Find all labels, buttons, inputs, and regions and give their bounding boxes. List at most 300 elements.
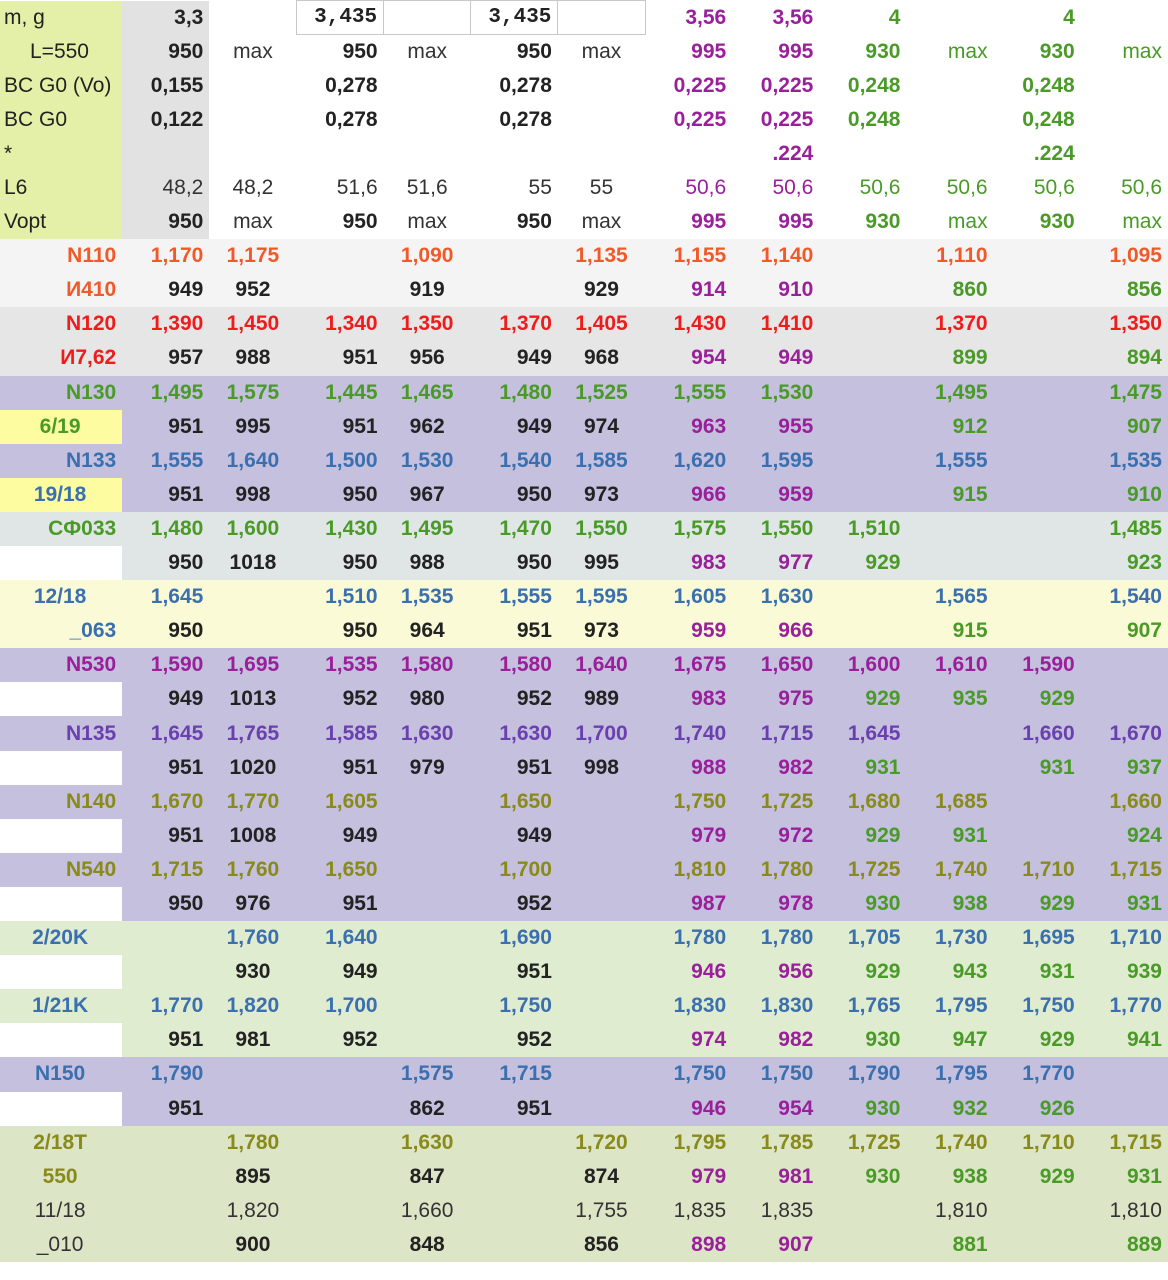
cell[interactable]: 949	[296, 819, 383, 853]
cell[interactable]: 966	[732, 614, 819, 648]
cell[interactable]: 1,140	[732, 239, 819, 273]
cell[interactable]: 1,405	[558, 307, 645, 341]
cell[interactable]: 907	[732, 1228, 819, 1262]
cell[interactable]: .224	[994, 137, 1081, 171]
cell[interactable]: 1,715	[122, 853, 209, 887]
cell[interactable]: 1,790	[122, 1057, 209, 1091]
cell[interactable]: 1,550	[558, 512, 645, 546]
cell[interactable]	[558, 1057, 645, 1091]
cell[interactable]: 974	[558, 410, 645, 444]
cell[interactable]: 0,225	[732, 69, 819, 103]
cell[interactable]: 1,750	[994, 989, 1081, 1023]
cell[interactable]: 950	[122, 614, 209, 648]
cell[interactable]: 0,278	[296, 69, 383, 103]
cell[interactable]: 951	[122, 1092, 209, 1126]
cell[interactable]: 6/19	[0, 410, 122, 444]
cell[interactable]	[994, 1228, 1081, 1262]
cell[interactable]: 979	[645, 819, 732, 853]
cell[interactable]: 895	[209, 1160, 296, 1194]
cell[interactable]	[471, 1228, 558, 1262]
cell[interactable]	[0, 955, 122, 989]
cell[interactable]	[558, 955, 645, 989]
cell[interactable]: 1,810	[1081, 1194, 1168, 1228]
cell[interactable]: 995	[645, 35, 732, 69]
cell[interactable]: 1,575	[384, 1057, 471, 1091]
cell[interactable]: 951	[122, 819, 209, 853]
cell[interactable]	[122, 955, 209, 989]
cell[interactable]	[994, 580, 1081, 614]
cell[interactable]	[558, 819, 645, 853]
cell[interactable]: 19/18	[0, 478, 122, 512]
cell[interactable]: 982	[732, 1023, 819, 1057]
cell[interactable]: 1,750	[471, 989, 558, 1023]
cell[interactable]: 1,470	[471, 512, 558, 546]
cell[interactable]: 1,135	[558, 239, 645, 273]
cell[interactable]: 1,715	[1081, 853, 1168, 887]
cell[interactable]: 1,785	[732, 1126, 819, 1160]
cell[interactable]: 1,765	[209, 716, 296, 750]
cell[interactable]: 988	[384, 546, 471, 580]
cell[interactable]: 995	[558, 546, 645, 580]
cell[interactable]	[122, 1160, 209, 1194]
cell[interactable]	[1081, 137, 1168, 171]
cell[interactable]	[558, 1, 645, 35]
cell[interactable]	[558, 137, 645, 171]
cell[interactable]	[558, 853, 645, 887]
cell[interactable]	[471, 273, 558, 307]
cell[interactable]: 941	[1081, 1023, 1168, 1057]
cell[interactable]: 1,350	[384, 307, 471, 341]
cell[interactable]: 988	[209, 341, 296, 375]
cell[interactable]: 930	[819, 205, 906, 239]
cell[interactable]: 1,495	[384, 512, 471, 546]
cell[interactable]	[994, 341, 1081, 375]
cell[interactable]: 1,780	[645, 921, 732, 955]
cell[interactable]: 1,780	[732, 921, 819, 955]
cell[interactable]: 929	[819, 682, 906, 716]
cell[interactable]: 1,685	[906, 785, 993, 819]
cell[interactable]: 959	[732, 478, 819, 512]
cell[interactable]: 50,6	[819, 171, 906, 205]
cell[interactable]	[558, 887, 645, 921]
cell[interactable]: 988	[645, 751, 732, 785]
cell[interactable]: 946	[645, 1092, 732, 1126]
cell[interactable]: И7,62	[0, 341, 122, 375]
cell[interactable]: 1,695	[994, 921, 1081, 955]
cell[interactable]: 1,370	[906, 307, 993, 341]
cell[interactable]: 943	[906, 955, 993, 989]
cell[interactable]: 951	[122, 1023, 209, 1057]
cell[interactable]: 0,248	[819, 69, 906, 103]
cell[interactable]	[122, 1194, 209, 1228]
cell[interactable]: 0,248	[994, 103, 1081, 137]
cell[interactable]: 983	[645, 682, 732, 716]
cell[interactable]: 956	[732, 955, 819, 989]
cell[interactable]: 951	[296, 410, 383, 444]
cell[interactable]: 1,750	[732, 1057, 819, 1091]
cell[interactable]	[384, 1023, 471, 1057]
cell[interactable]	[819, 580, 906, 614]
cell[interactable]: 998	[558, 751, 645, 785]
cell[interactable]: 966	[645, 478, 732, 512]
cell[interactable]	[906, 512, 993, 546]
cell[interactable]	[471, 137, 558, 171]
cell[interactable]: 1,700	[296, 989, 383, 1023]
cell[interactable]: 929	[558, 273, 645, 307]
cell[interactable]: 1,770	[209, 785, 296, 819]
cell[interactable]: 975	[732, 682, 819, 716]
cell[interactable]	[994, 614, 1081, 648]
cell[interactable]: 0,248	[994, 69, 1081, 103]
cell[interactable]: 0,225	[645, 69, 732, 103]
cell[interactable]: 550	[0, 1160, 122, 1194]
cell[interactable]: 949	[122, 682, 209, 716]
cell[interactable]	[209, 69, 296, 103]
cell[interactable]	[819, 1194, 906, 1228]
cell[interactable]: 1,535	[384, 580, 471, 614]
cell[interactable]: 951	[296, 887, 383, 921]
cell[interactable]: 1,705	[819, 921, 906, 955]
cell[interactable]: 949	[471, 819, 558, 853]
cell[interactable]: 1,740	[906, 1126, 993, 1160]
cell[interactable]: 48,2	[122, 171, 209, 205]
cell[interactable]	[645, 137, 732, 171]
cell[interactable]: 11/18	[0, 1194, 122, 1228]
cell[interactable]	[384, 103, 471, 137]
cell[interactable]: 1,710	[994, 1126, 1081, 1160]
cell[interactable]: 950	[296, 478, 383, 512]
cell[interactable]: 0,225	[645, 103, 732, 137]
cell[interactable]: 951	[471, 614, 558, 648]
cell[interactable]	[384, 853, 471, 887]
cell[interactable]: 926	[994, 1092, 1081, 1126]
cell[interactable]: 950	[471, 205, 558, 239]
cell[interactable]	[1081, 1057, 1168, 1091]
cell[interactable]: 900	[209, 1228, 296, 1262]
cell[interactable]	[994, 512, 1081, 546]
cell[interactable]: 979	[645, 1160, 732, 1194]
cell[interactable]	[122, 1228, 209, 1262]
cell[interactable]: 0,278	[296, 103, 383, 137]
cell[interactable]: 1,340	[296, 307, 383, 341]
cell[interactable]	[1081, 1092, 1168, 1126]
cell[interactable]: 951	[122, 751, 209, 785]
cell[interactable]: 1,780	[732, 853, 819, 887]
cell[interactable]: 931	[1081, 887, 1168, 921]
cell[interactable]: 1,450	[209, 307, 296, 341]
cell[interactable]: 1,480	[471, 376, 558, 410]
cell[interactable]: BC G0	[0, 103, 122, 137]
cell[interactable]: BC G0 (Vo)	[0, 69, 122, 103]
cell[interactable]: 862	[384, 1092, 471, 1126]
cell[interactable]: 998	[209, 478, 296, 512]
cell[interactable]	[0, 887, 122, 921]
cell[interactable]: 1,595	[732, 444, 819, 478]
cell[interactable]: 1,410	[732, 307, 819, 341]
cell[interactable]: 1,630	[384, 1126, 471, 1160]
cell[interactable]: 1,670	[1081, 716, 1168, 750]
cell[interactable]: 1,550	[732, 512, 819, 546]
cell[interactable]: 1,610	[906, 648, 993, 682]
cell[interactable]: 1,795	[906, 989, 993, 1023]
cell[interactable]: 929	[819, 546, 906, 580]
cell[interactable]: 929	[819, 955, 906, 989]
cell[interactable]	[558, 785, 645, 819]
cell[interactable]: 1,660	[994, 716, 1081, 750]
cell[interactable]	[471, 1126, 558, 1160]
cell[interactable]: 3,56	[645, 1, 732, 35]
cell[interactable]: 931	[906, 819, 993, 853]
cell[interactable]: 0,278	[471, 103, 558, 137]
cell[interactable]: 1,710	[1081, 921, 1168, 955]
cell[interactable]	[384, 1, 471, 35]
cell[interactable]	[296, 273, 383, 307]
cell[interactable]: 923	[1081, 546, 1168, 580]
cell[interactable]	[819, 1228, 906, 1262]
cell[interactable]: 952	[296, 682, 383, 716]
cell[interactable]: 954	[645, 341, 732, 375]
cell[interactable]	[906, 103, 993, 137]
cell[interactable]	[471, 239, 558, 273]
cell[interactable]: 938	[906, 887, 993, 921]
cell[interactable]	[994, 410, 1081, 444]
cell[interactable]: 1,540	[471, 444, 558, 478]
cell[interactable]	[994, 478, 1081, 512]
cell[interactable]: 950	[471, 478, 558, 512]
cell[interactable]: 949	[122, 273, 209, 307]
cell[interactable]	[906, 716, 993, 750]
cell[interactable]: 50,6	[906, 171, 993, 205]
cell[interactable]: 951	[122, 478, 209, 512]
cell[interactable]: 952	[209, 273, 296, 307]
cell[interactable]: 989	[558, 682, 645, 716]
cell[interactable]: 856	[1081, 273, 1168, 307]
cell[interactable]: 1,095	[1081, 239, 1168, 273]
cell[interactable]: 1,630	[471, 716, 558, 750]
cell[interactable]: 962	[384, 410, 471, 444]
cell[interactable]: 1,795	[645, 1126, 732, 1160]
cell[interactable]: 1,510	[296, 580, 383, 614]
cell[interactable]: 1,725	[819, 1126, 906, 1160]
cell[interactable]	[994, 376, 1081, 410]
cell[interactable]: 950	[471, 35, 558, 69]
cell[interactable]: Vopt	[0, 205, 122, 239]
cell[interactable]: 929	[994, 1160, 1081, 1194]
cell[interactable]: 1,660	[1081, 785, 1168, 819]
cell[interactable]	[209, 614, 296, 648]
cell[interactable]: 1,795	[906, 1057, 993, 1091]
cell[interactable]: 1,675	[645, 648, 732, 682]
cell[interactable]: 950	[122, 887, 209, 921]
cell[interactable]: max	[1081, 205, 1168, 239]
cell[interactable]: 981	[209, 1023, 296, 1057]
cell[interactable]: 51,6	[384, 171, 471, 205]
cell[interactable]	[122, 1126, 209, 1160]
cell[interactable]: 931	[819, 751, 906, 785]
cell[interactable]	[906, 546, 993, 580]
cell[interactable]	[558, 989, 645, 1023]
cell[interactable]	[558, 1023, 645, 1057]
cell[interactable]	[906, 137, 993, 171]
cell[interactable]: 995	[209, 410, 296, 444]
cell[interactable]: 1,640	[296, 921, 383, 955]
cell[interactable]: 1,640	[209, 444, 296, 478]
cell[interactable]: 1,485	[1081, 512, 1168, 546]
cell[interactable]: N120	[0, 307, 122, 341]
cell[interactable]: N135	[0, 716, 122, 750]
cell[interactable]: 848	[384, 1228, 471, 1262]
cell[interactable]: 3,3	[122, 1, 209, 35]
cell[interactable]	[994, 819, 1081, 853]
cell[interactable]: 894	[1081, 341, 1168, 375]
cell[interactable]: 1,650	[471, 785, 558, 819]
cell[interactable]: 1,555	[906, 444, 993, 478]
cell[interactable]	[819, 307, 906, 341]
cell[interactable]: 1,830	[645, 989, 732, 1023]
cell[interactable]	[209, 580, 296, 614]
cell[interactable]	[296, 1160, 383, 1194]
cell[interactable]: 856	[558, 1228, 645, 1262]
cell[interactable]: 951	[471, 1092, 558, 1126]
cell[interactable]: 910	[732, 273, 819, 307]
cell[interactable]: 1,580	[471, 648, 558, 682]
cell[interactable]: max	[209, 205, 296, 239]
cell[interactable]: 1,835	[732, 1194, 819, 1228]
cell[interactable]: 1,630	[732, 580, 819, 614]
cell[interactable]: 949	[471, 410, 558, 444]
cell[interactable]: 951	[471, 955, 558, 989]
cell[interactable]: 1,810	[645, 853, 732, 887]
cell[interactable]: 1,170	[122, 239, 209, 273]
cell[interactable]	[1081, 1, 1168, 35]
cell[interactable]: 3,56	[732, 1, 819, 35]
cell[interactable]: 912	[906, 410, 993, 444]
cell[interactable]: 1,780	[209, 1126, 296, 1160]
cell[interactable]: 1,820	[209, 989, 296, 1023]
cell[interactable]: max	[906, 205, 993, 239]
cell[interactable]: 951	[296, 751, 383, 785]
cell[interactable]: 3,435	[471, 1, 558, 35]
cell[interactable]	[994, 1194, 1081, 1228]
cell[interactable]: 951	[296, 341, 383, 375]
cell[interactable]: 48,2	[209, 171, 296, 205]
cell[interactable]: 1,740	[906, 853, 993, 887]
cell[interactable]: .224	[732, 137, 819, 171]
cell[interactable]: 929	[994, 1023, 1081, 1057]
cell[interactable]: 1,430	[296, 512, 383, 546]
cell[interactable]: 1/21K	[0, 989, 122, 1023]
cell[interactable]: 935	[906, 682, 993, 716]
cell[interactable]: 930	[209, 955, 296, 989]
cell[interactable]: 951	[471, 751, 558, 785]
cell[interactable]	[209, 103, 296, 137]
cell[interactable]: 950	[122, 546, 209, 580]
cell[interactable]: 1,585	[558, 444, 645, 478]
cell[interactable]: 1,710	[994, 853, 1081, 887]
cell[interactable]: 1,755	[558, 1194, 645, 1228]
cell[interactable]	[906, 1, 993, 35]
cell[interactable]: 1,835	[645, 1194, 732, 1228]
cell[interactable]	[296, 1194, 383, 1228]
cell[interactable]	[0, 1092, 122, 1126]
cell[interactable]: 957	[122, 341, 209, 375]
cell[interactable]: 1,700	[471, 853, 558, 887]
cell[interactable]	[994, 785, 1081, 819]
cell[interactable]: 1,650	[732, 648, 819, 682]
cell[interactable]	[209, 1092, 296, 1126]
cell[interactable]: 1020	[209, 751, 296, 785]
cell[interactable]: N540	[0, 853, 122, 887]
cell[interactable]	[558, 69, 645, 103]
cell[interactable]: 930	[994, 35, 1081, 69]
cell[interactable]: 1,390	[122, 307, 209, 341]
cell[interactable]: 860	[906, 273, 993, 307]
cell[interactable]: 1,510	[819, 512, 906, 546]
cell[interactable]	[819, 410, 906, 444]
cell[interactable]: 1,770	[994, 1057, 1081, 1091]
cell[interactable]: 931	[994, 751, 1081, 785]
cell[interactable]: 1,370	[471, 307, 558, 341]
cell[interactable]: 50,6	[732, 171, 819, 205]
cell[interactable]: 1,750	[645, 785, 732, 819]
cell[interactable]: N530	[0, 648, 122, 682]
cell[interactable]: 0,122	[122, 103, 209, 137]
cell[interactable]: 977	[732, 546, 819, 580]
cell[interactable]	[384, 785, 471, 819]
cell[interactable]: max	[384, 35, 471, 69]
cell[interactable]: 1,670	[122, 785, 209, 819]
cell[interactable]	[384, 137, 471, 171]
cell[interactable]	[819, 137, 906, 171]
cell[interactable]: 1,530	[732, 376, 819, 410]
cell[interactable]: 929	[994, 887, 1081, 921]
cell[interactable]: 907	[1081, 410, 1168, 444]
cell[interactable]: 1,750	[645, 1057, 732, 1091]
cell[interactable]: 951	[122, 410, 209, 444]
cell[interactable]	[384, 955, 471, 989]
cell[interactable]: 1008	[209, 819, 296, 853]
cell[interactable]: 950	[296, 614, 383, 648]
cell[interactable]: 952	[471, 682, 558, 716]
cell[interactable]	[384, 887, 471, 921]
cell[interactable]: 978	[732, 887, 819, 921]
cell[interactable]	[384, 69, 471, 103]
cell[interactable]: 1,690	[471, 921, 558, 955]
cell[interactable]: 1,700	[558, 716, 645, 750]
cell[interactable]: 987	[645, 887, 732, 921]
cell[interactable]	[384, 819, 471, 853]
cell[interactable]: max	[384, 205, 471, 239]
cell[interactable]: L6	[0, 171, 122, 205]
cell[interactable]: 980	[384, 682, 471, 716]
cell[interactable]: 1,495	[906, 376, 993, 410]
cell[interactable]: 910	[1081, 478, 1168, 512]
cell[interactable]	[994, 239, 1081, 273]
cell[interactable]: 995	[645, 205, 732, 239]
cell[interactable]: 915	[906, 614, 993, 648]
cell[interactable]	[1081, 682, 1168, 716]
cell[interactable]: 1,820	[209, 1194, 296, 1228]
cell[interactable]: 1,740	[645, 716, 732, 750]
cell[interactable]: 1,555	[122, 444, 209, 478]
cell[interactable]: 1,430	[645, 307, 732, 341]
cell[interactable]: 959	[645, 614, 732, 648]
cell[interactable]: 949	[296, 955, 383, 989]
cell[interactable]: max	[906, 35, 993, 69]
cell[interactable]: 1,590	[994, 648, 1081, 682]
cell[interactable]: 947	[906, 1023, 993, 1057]
cell[interactable]: 952	[471, 1023, 558, 1057]
